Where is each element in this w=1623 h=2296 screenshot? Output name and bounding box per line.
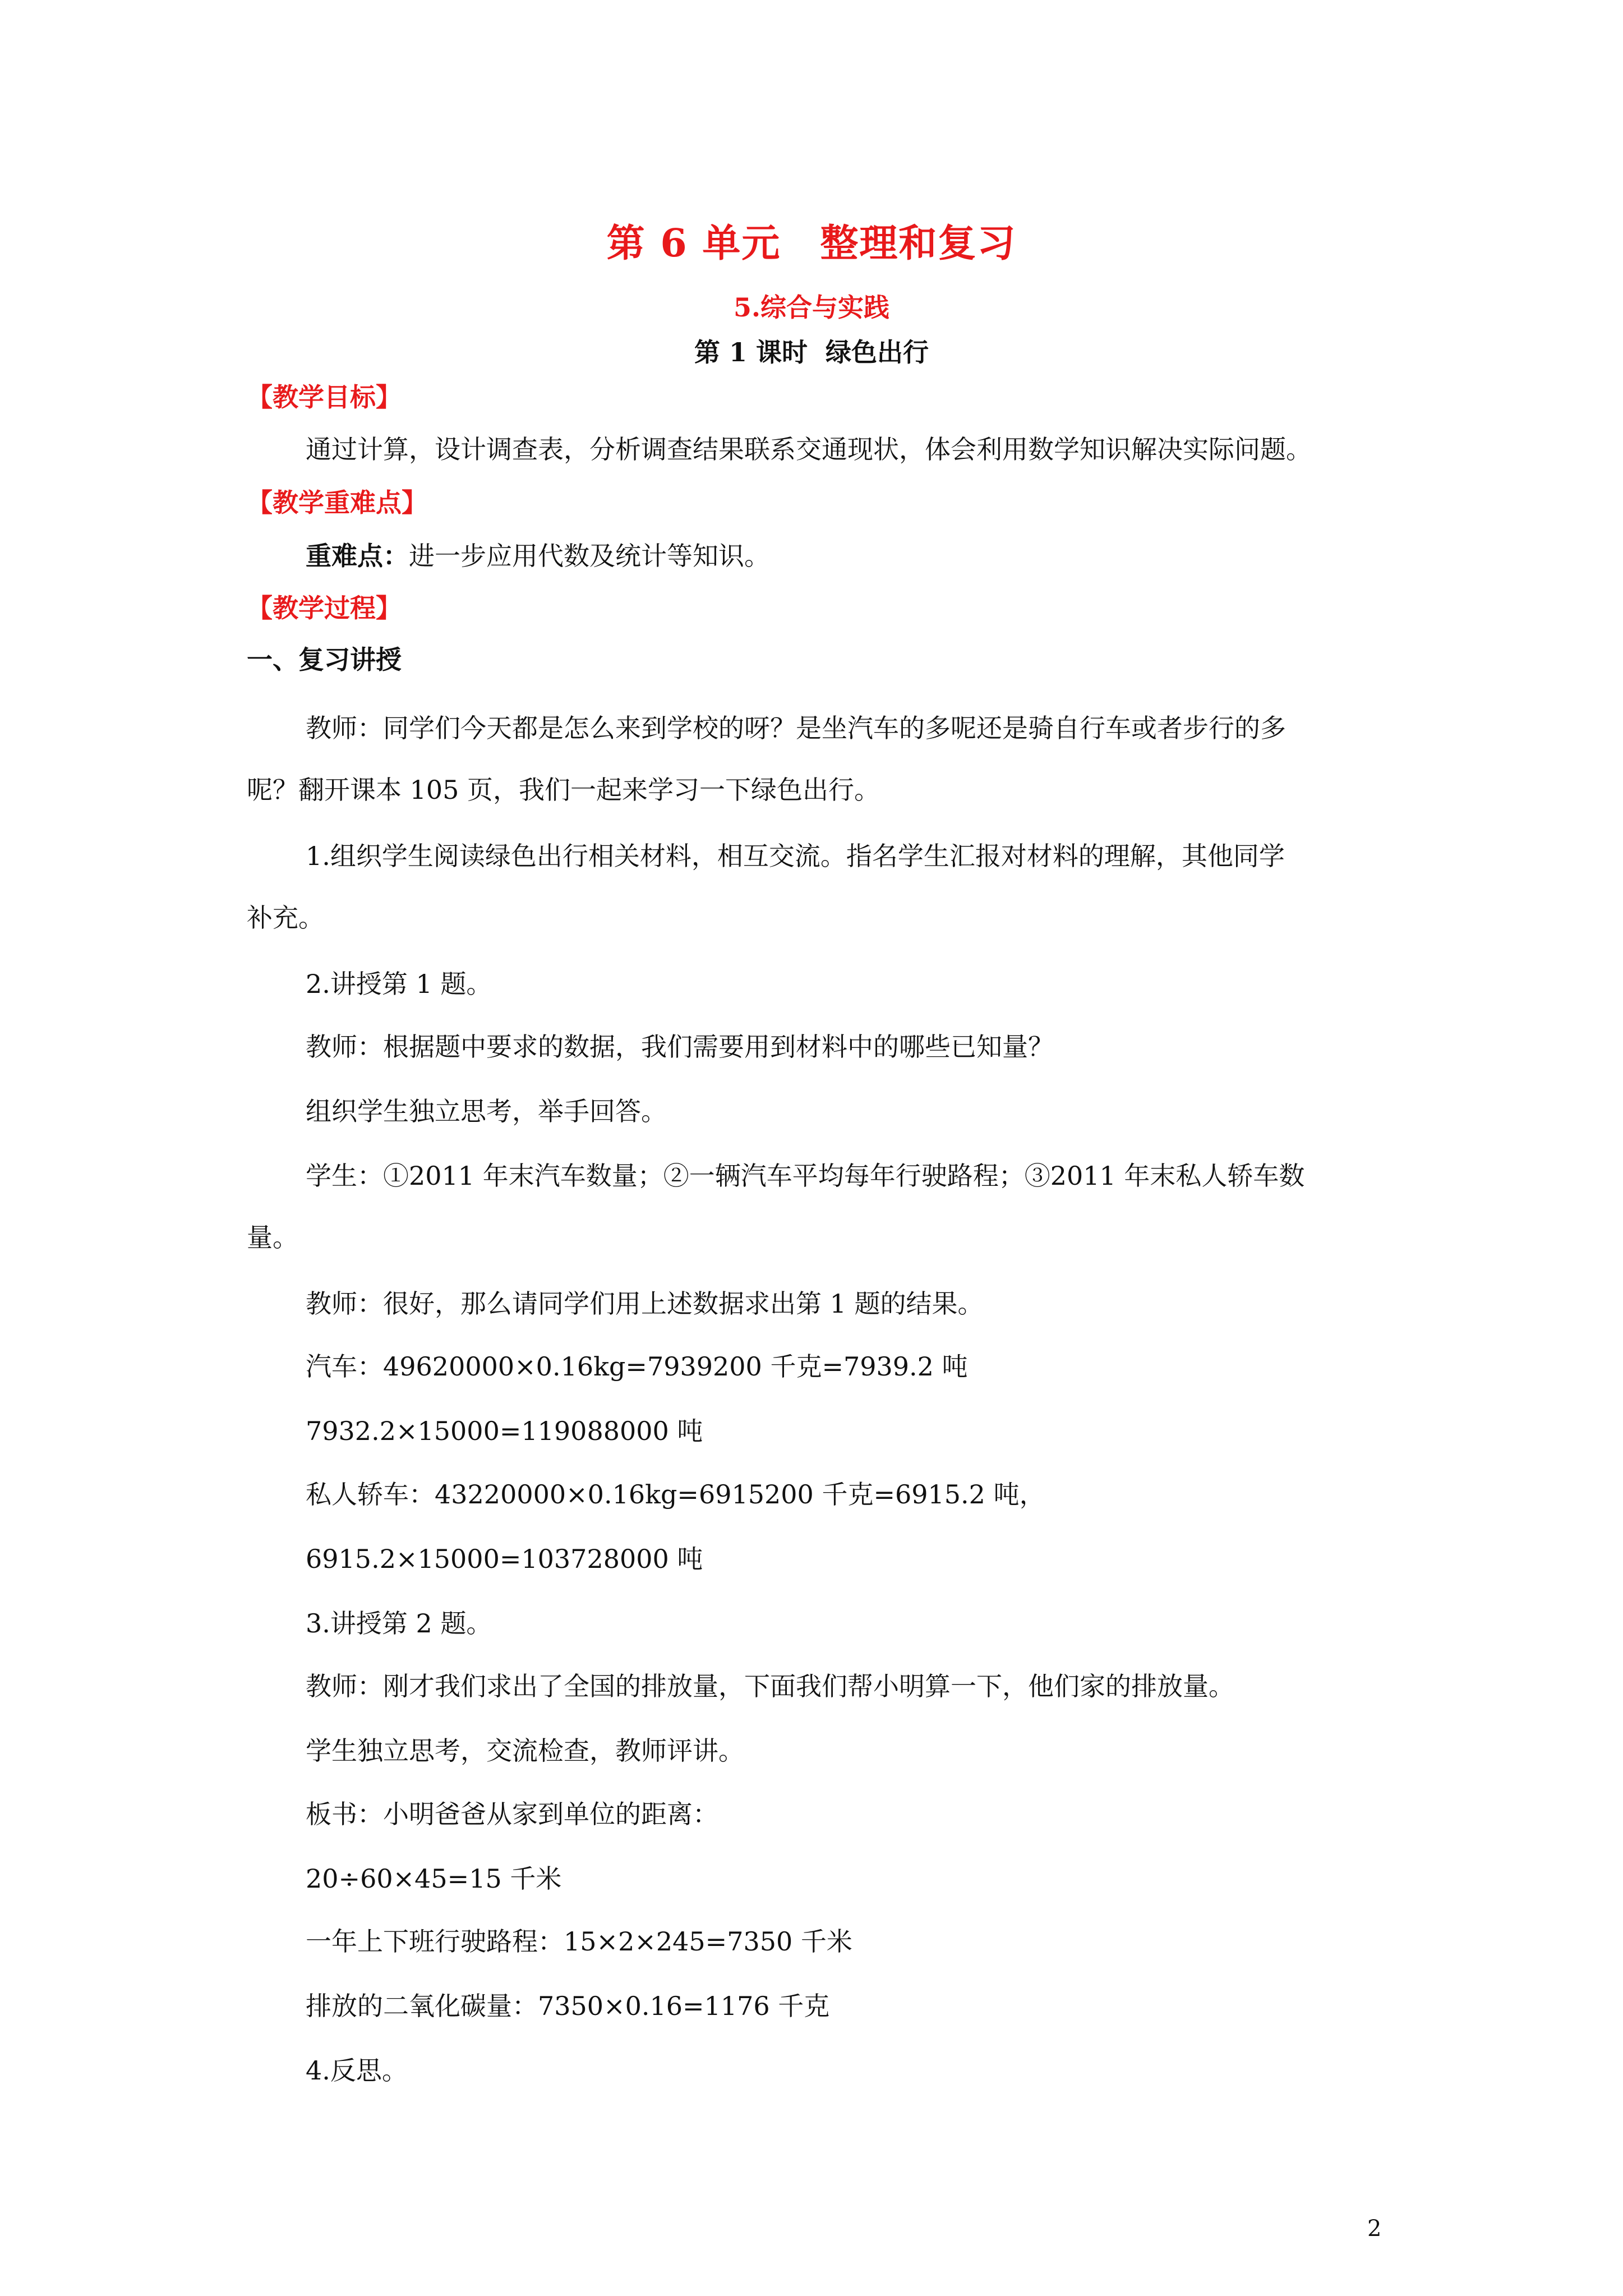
page-number: 2 [1367,2216,1382,2242]
paragraph-line: 板书：小明爸爸从家到单位的距离： [306,1799,718,1829]
paragraph-line: 组织学生独立思考，举手回答。 [306,1096,667,1126]
paragraph-line: 量。 [247,1222,298,1253]
process-heading: 【教学过程】 [247,593,402,623]
formula-line: 汽车：49620000×0.16kg=7939200 千克=7939.2 吨 [306,1351,968,1382]
formula-line: 6915.2×15000=103728000 吨 [306,1544,703,1574]
paragraph-line: 教师：同学们今天都是怎么来到学校的呀？是坐汽车的多呢还是骑自行车或者步行的多 [306,713,1286,743]
paragraph-line: 4.反思。 [306,2055,408,2086]
paragraph-line: 1.组织学生阅读绿色出行相关材料，相互交流。指名学生汇报对材料的理解，其他同学 [306,841,1285,871]
lesson-title: 第 1 课时 绿色出行 [694,337,929,367]
paragraph-line: 学生独立思考，交流检查，教师评讲。 [306,1736,744,1766]
formula-line: 私人轿车：43220000×0.16kg=6915200 千克=6915.2 吨， [306,1479,1045,1510]
part-one-heading: 一、复习讲授 [247,645,402,675]
goal-text: 通过计算，设计调查表，分析调查结果联系交通现状，体会利用数学知识解决实际问题。 [306,434,1312,464]
goal-heading: 【教学目标】 [247,382,402,412]
section-subtitle: 5.综合与实践 [733,292,890,323]
paragraph-line: 学生：①2011 年末汽车数量；②一辆汽车平均每年行驶路程；③2011 年末私人轿车数 [306,1161,1305,1191]
paragraph-line: 补充。 [247,903,324,933]
paragraph-line: 教师：根据题中要求的数据，我们需要用到材料中的哪些已知量？ [306,1032,1054,1062]
key-points-heading: 【教学重难点】 [247,487,427,518]
paragraph-line: 教师：刚才我们求出了全国的排放量，下面我们帮小明算一下，他们家的排放量。 [306,1671,1234,1701]
unit-title: 第 6 单元 整理和复习 [606,221,1017,266]
paragraph-line: 教师：很好，那么请同学们用上述数据求出第 1 题的结果。 [306,1289,984,1319]
paragraph-line: 3.讲授第 2 题。 [306,1608,492,1639]
formula-line: 一年上下班行驶路程：15×2×245=7350 千米 [306,1926,852,1957]
key-points-text: 进一步应用代数及统计等知识。 [409,541,770,571]
paragraph-line: 2.讲授第 1 题。 [306,969,492,999]
formula-line: 排放的二氧化碳量：7350×0.16=1176 千克 [306,1991,830,2021]
formula-line: 7932.2×15000=119088000 吨 [306,1416,703,1446]
paragraph-line: 呢？翻开课本 105 页，我们一起来学习一下绿色出行。 [247,775,880,805]
key-points-line [306,536,770,573]
key-points-label: 重难点： [306,541,409,571]
formula-line: 20÷60×45=15 千米 [306,1864,562,1894]
